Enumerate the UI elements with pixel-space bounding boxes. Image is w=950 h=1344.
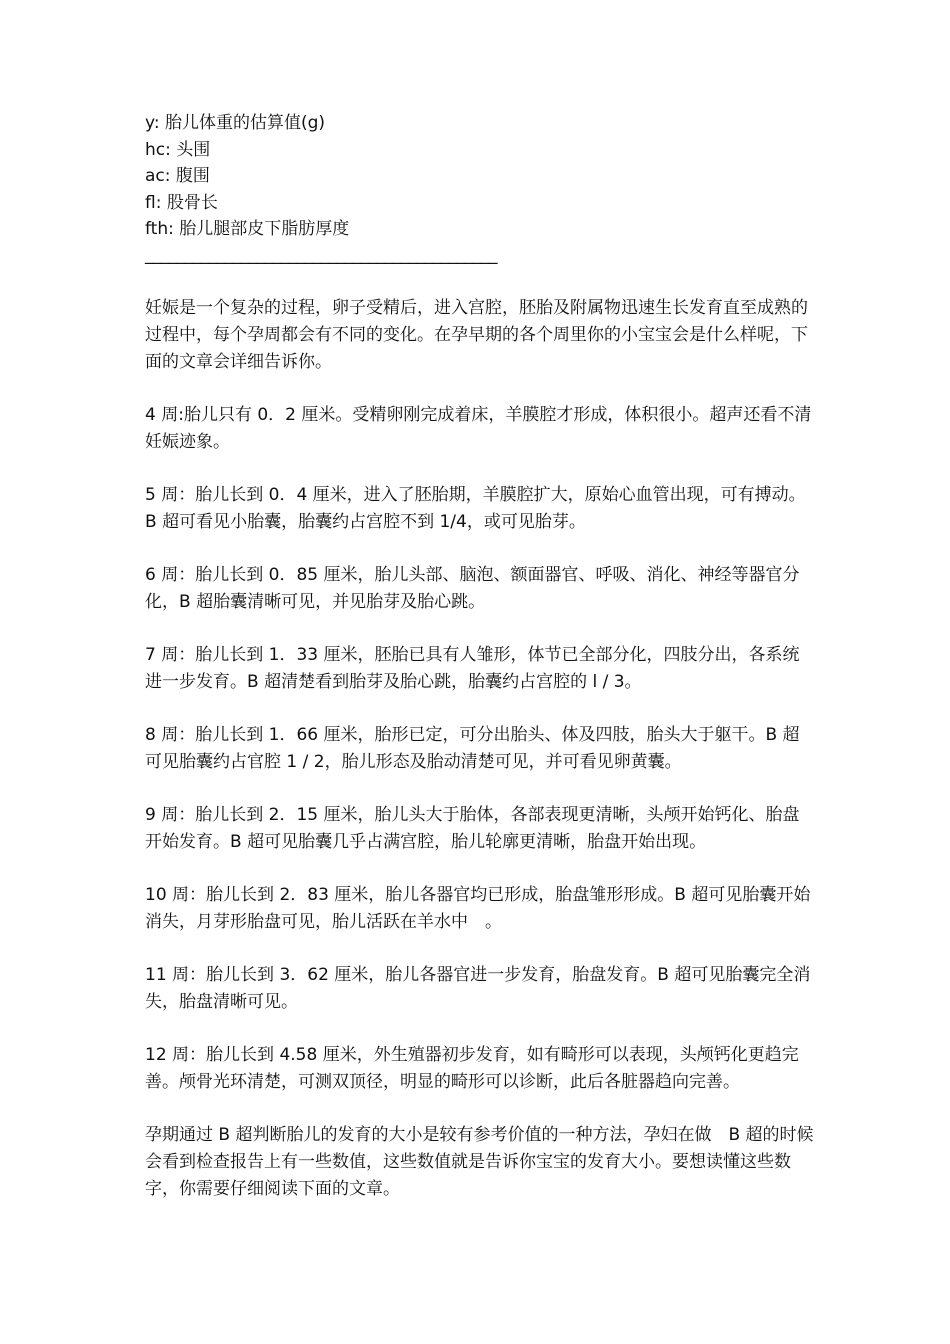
variable-legend [145,110,815,243]
variable-y: y: 胎儿体重的估算值(g) [145,113,326,133]
week-11-paragraph: 11 周：胎儿长到 3．62 厘米，胎儿各器官进一步发育，胎盘发育。B 超可见胎囊完全消失，胎盘清晰可见。 [145,964,811,1012]
intro-paragraph: 妊娠是一个复杂的过程，卵子受精后，进入宫腔，胚胎及附属物迅速生长发育直至成熟的过程中，每个孕周都会有不同的变化。在孕早期的各个周里你的小宝宝会是什么样呢，下面的文章会详细告诉你。 [145,297,808,372]
closing-paragraph: 孕期通过 B 超判断胎儿的发育的大小是较有参考价值的一种方法，孕妇在做 B 超的时候会看到检查报告上有一些数值，这些数值就是告诉你宝宝的发育大小。要想读懂这些数字，你需要仔细阅读下面的文章。 [145,1124,814,1199]
week-4-paragraph: 4 周:胎儿只有 0．2 厘米。受精卵刚完成着床，羊膜腔才形成，体积很小。超声还看不清妊娠迹象。 [145,404,812,452]
variable-hc: hc: 头围 [145,139,211,160]
week-8-paragraph: 8 周：胎儿长到 1．66 厘米，胎形已定，可分出胎头、体及四肢，胎头大于躯干。B 超可见胎囊约占官腔 1 / 2，胎儿形态及胎动清楚可见，并可看见卵黄囊。 [145,724,800,772]
document-page [145,110,815,1203]
variable-ac: ac: 腹围 [145,166,210,186]
separator-line: ____________________________________________ [145,244,497,265]
variable-fl: fl: 股骨长 [145,192,218,213]
variable-fth: fth: 胎儿腿部皮下脂肪厚度 [145,219,350,239]
week-7-paragraph: 7 周：胎儿长到 1．33 厘米，胚胎已具有人雏形，体节已全部分化，四肢分出，各系统进一步发育。B 超清楚看到胎芽及胎心跳，胎囊约占宫腔的 l / 3。 [145,644,800,692]
week-6-paragraph: 6 周：胎儿长到 0．85 厘米，胎儿头部、脑泡、额面器官、呼吸、消化、神经等器官分化，B 超胎囊清晰可见，并见胎芽及胎心跳。 [145,564,800,612]
week-9-paragraph: 9 周：胎儿长到 2．15 厘米，胎儿头大于胎体，各部表现更清晰，头颅开始钙化、胎盘开始发育。B 超可见胎囊几乎占满宫腔，胎儿轮廓更清晰，胎盘开始出现。 [145,804,800,852]
week-5-paragraph: 5 周：胎儿长到 0．4 厘米，进入了胚胎期，羊膜腔扩大，原始心血管出现，可有搏动。B 超可看见小胎囊，胎囊约占宫腔不到 1/4，或可见胎芽。 [145,484,806,532]
week-10-paragraph: 10 周：胎儿长到 2．83 厘米，胎儿各器官均已形成，胎盘雏形形成。B 超可见胎囊开始消失，月芽形胎盘可见，胎儿活跃在羊水中 。 [145,884,811,932]
week-12-paragraph: 12 周：胎儿长到 4.58 厘米，外生殖器初步发育，如有畸形可以表现，头颅钙化更趋完善。颅骨光环清楚，可测双顶径，明显的畸形可以诊断，此后各脏器趋向完善。 [145,1044,799,1092]
